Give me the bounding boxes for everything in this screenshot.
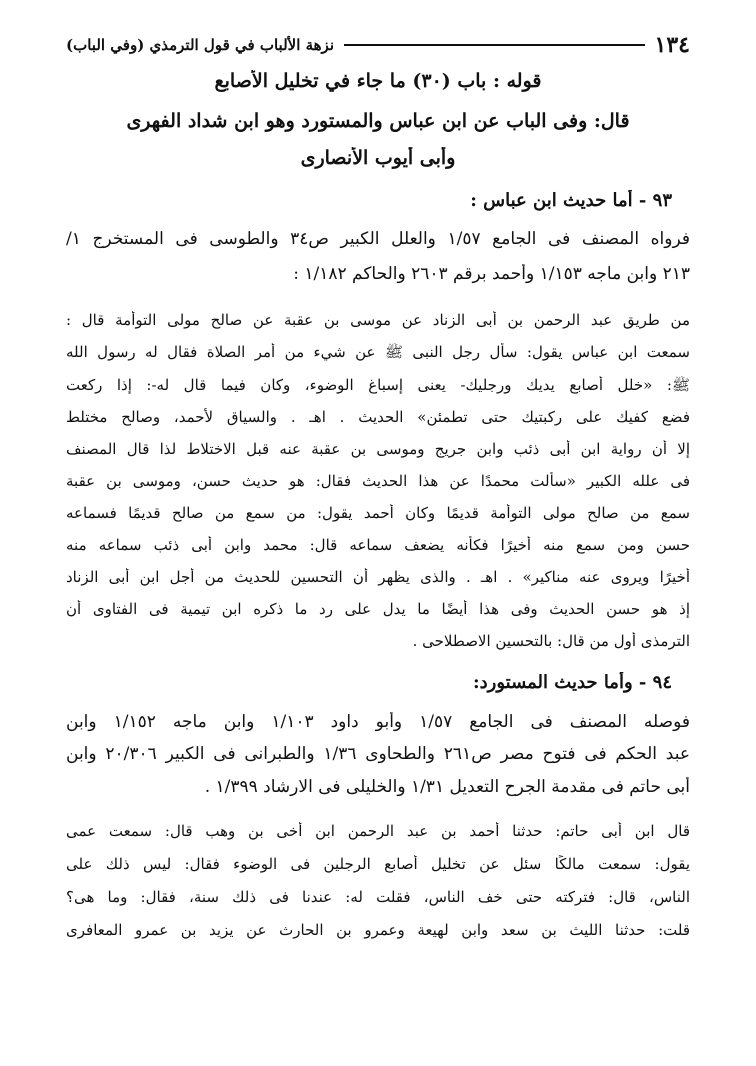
section-94-wasala-line: أبى حاتم فى مقدمة الجرح التعديل ١/٣١ والخليلى فى الارشاد ١/٣٩٩ .	[204, 777, 690, 797]
qal-heading-line-1: قال: وفى الباب عن ابن عباس والمستورد وهو ابن شداد الفهرى	[126, 110, 630, 132]
section-93-body-line: إذ هو حسن الحديث وفى هذا أيضًا ما يدل على رد ما ذكره ابن تيمية فى الفتاوى أن	[66, 600, 690, 618]
running-title: نزهة الألباب في قول الترمذي (وفي الباب)	[66, 36, 334, 54]
chapter-heading: قوله : باب (٣٠) ما جاء في تخليل الأصابع	[214, 70, 542, 92]
section-93-body-line: الترمذى أول من قال: بالتحسين الاصطلاحى .	[412, 632, 690, 650]
section-94-body-line: قلت: حدثنا الليث بن سعد وابن لهيعة وعمرو بن الحارث عن يزيد بن عمرو المعافرى	[66, 921, 690, 939]
section-94-wasala-line: عبد الحكم فى فتوح مصر ص٢٦١ والطحاوى ١/٣٦ والطبرانى فى الكبير ٢٠/٣٠٦ وابن	[66, 744, 690, 764]
section-93-body-line: من طريق عبد الرحمن بن أبى الزناد عن موسى بن عقبة عن صالح مولى التوأمة قال :	[66, 311, 690, 329]
book-page	[66, 0, 690, 1066]
section-94-title: ٩٤ - وأما حديث المستورد:	[473, 672, 672, 693]
header-rule	[344, 44, 645, 46]
section-93-body-line: سمع من صالح مولى التوأمة قديمًا وكان أحمد يقول: من سمع من صالح قديمًا فسماعه	[66, 504, 690, 522]
section-94-body-line: يقول: سمعت مالكًا سئل عن تخليل أصابع الرجلين فى الوضوء فقال: ليس ذلك على	[66, 855, 690, 873]
qal-heading-line-2: وأبى أيوب الأنصارى	[300, 147, 456, 169]
section-93-body-line: أخيرًا ويروى عنه مناكير» . اهـ . والذى يظهر أن التحسين للحديث من أجل ابن أبى الزناد	[66, 568, 690, 586]
section-93-body-line: ﷺ: «خلل أصابع يديك ورجليك- يعنى إسباغ الوضوء، وكان فيما قال له-: إذا ركعت	[66, 376, 690, 394]
section-93-title: ٩٣ - أما حديث ابن عباس :	[470, 190, 672, 211]
section-94-body-line: الناس، قال: فتركته حتى خف الناس، فقلت له: عندنا فى ذلك سنة، فقال: وما هى؟	[66, 888, 690, 906]
running-header	[66, 30, 690, 60]
section-93-body-line: حسن ومن سمع منه أخيرًا فكأنه يضعف سماعه قال: محمد وابن أبى ذئب سماعه منه	[66, 536, 690, 554]
section-93-body-line: إلا أن رواية ابن أبى ذئب وابن جريج وموسى بن عقبة عنه قبل الاختلاط لذا قال المصنف	[66, 440, 690, 458]
page-number: ١٣٤	[654, 32, 690, 58]
section-93-rawah-line: فرواه المصنف فى الجامع ١/٥٧ والعلل الكبير ص٣٤ والطوسى فى المستخرج ١/	[66, 229, 690, 249]
section-93-body-line: فضع كفيك على ركبتيك حتى تطمئن» الحديث . اهـ . والسياق لأحمد، وصالح مختلط	[66, 408, 690, 426]
section-93-body-line: فى علله الكبير «سألت محمدًا عن هذا الحديث فقال: هو حديث حسن، وموسى بن عقبة	[66, 472, 690, 490]
section-93-rawah-line: ٢١٣ وابن ماجه ١/١٥٣ وأحمد برقم ٢٦٠٣ والحاكم ١/١٨٢ :	[293, 264, 690, 284]
section-94-body-line: قال ابن أبى حاتم: حدثنا أحمد بن عبد الرحمن ابن أخى بن وهب قال: سمعت عمى	[66, 822, 690, 840]
section-94-wasala-line: فوصله المصنف فى الجامع ١/٥٧ وأبو داود ١/١٠٣ وابن ماجه ١/١٥٢ وابن	[66, 712, 690, 732]
section-93-body-line: سمعت ابن عباس يقول: سأل رجل النبى ﷺ عن شيء من أمر الصلاة فقال له رسول الله	[66, 343, 690, 361]
